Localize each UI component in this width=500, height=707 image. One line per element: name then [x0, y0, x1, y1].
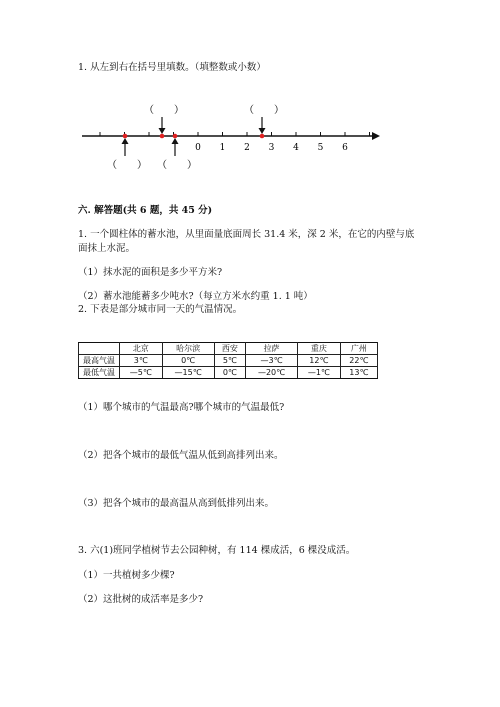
table-cell: 13℃ [340, 367, 377, 379]
q1-text-line-1: 1. 一个圆柱体的蓄水池，从里面量底面周长 31.4 米，深 2 米，在它的内壁与底 [78, 229, 415, 240]
table-header-cell: 西安 [214, 343, 245, 355]
red-marker-4 [260, 134, 265, 139]
up-arrow-1-head [122, 138, 129, 144]
table-row [79, 355, 378, 367]
section-title: 六. 解答题(共 6 题，共 45 分) [78, 205, 213, 216]
down-arrow-2-head [259, 128, 266, 134]
temperature-table [78, 342, 378, 379]
tick-label: 5 [317, 143, 324, 153]
table-cell: —20℃ [246, 367, 298, 379]
table-header-cell: 北京 [120, 343, 163, 355]
table-cell: 0℃ [214, 367, 245, 379]
q3-intro: 3. 六(1)班同学植树节去公园种树，有 114 棵成活，6 棵没成活。 [78, 545, 356, 556]
table-header-cell: 重庆 [298, 343, 341, 355]
q2-subquestion-1: （1）哪个城市的气温最高?哪个城市的气温最低? [78, 402, 285, 413]
answer-paren-bottom-1: （ ） [107, 160, 147, 171]
tick-label: 3 [268, 143, 275, 153]
q1-subquestion-1: （1）抹水泥的面积是多少平方米? [78, 267, 223, 278]
table-header-cell: 广州 [340, 343, 377, 355]
table-cell: —3℃ [246, 355, 298, 367]
tick-label: 1 [219, 143, 226, 153]
table-cell: —1℃ [298, 367, 341, 379]
table-row-label: 最低气温 [79, 367, 120, 379]
table-corner-cell [79, 343, 120, 355]
q3-subquestion-2: （2）这批树的成活率是多少? [78, 594, 204, 605]
table-cell: 0℃ [162, 355, 214, 367]
red-marker-2 [160, 134, 165, 139]
answer-paren-bottom-2: （ ） [157, 160, 197, 171]
table-cell: 22℃ [340, 355, 377, 367]
red-marker-3 [173, 134, 178, 139]
answer-paren-top-2: （ ） [244, 105, 284, 116]
q1-text-line-2: 面抹上水泥。 [78, 243, 136, 254]
q2-subquestion-3: （3）把各个城市的最高温从高到低排列出来。 [78, 498, 275, 509]
table-cell: 5℃ [214, 355, 245, 367]
tick-label: 6 [342, 143, 348, 153]
table-cell: 3℃ [120, 355, 163, 367]
up-arrow-2-head [172, 138, 179, 144]
tick-label: 4 [293, 143, 299, 153]
down-arrow-1-head [159, 128, 166, 134]
table-header-row [79, 343, 378, 355]
number-line-figure [0, 0, 500, 200]
question-1-prompt: 1. 从左到右在括号里填数。（填整数或小数） [78, 62, 266, 73]
table-cell: —5℃ [120, 367, 163, 379]
table-header-cell: 拉萨 [246, 343, 298, 355]
q2-subquestion-2: （2）把各个城市的最低气温从低到高排列出来。 [78, 450, 284, 461]
table-row-label: 最高气温 [79, 355, 120, 367]
table-header-cell: 哈尔滨 [162, 343, 214, 355]
answer-paren-top-1: （ ） [144, 105, 184, 116]
tick-label: 2 [244, 143, 250, 153]
table-row [79, 367, 378, 379]
table-cell: —15℃ [162, 367, 214, 379]
q1-subquestion-2: （2）蓄水池能蓄多少吨水?（每立方米水约重 1. 1 吨） [78, 291, 313, 302]
q2-intro: 2. 下表是部分城市同一天的气温情况。 [78, 304, 243, 315]
number-line-arrowhead [372, 132, 380, 140]
red-marker-1 [123, 134, 128, 139]
table-cell: 12℃ [298, 355, 341, 367]
q3-subquestion-1: （1）一共植树多少棵? [78, 570, 175, 581]
tick-label: 0 [195, 143, 201, 153]
